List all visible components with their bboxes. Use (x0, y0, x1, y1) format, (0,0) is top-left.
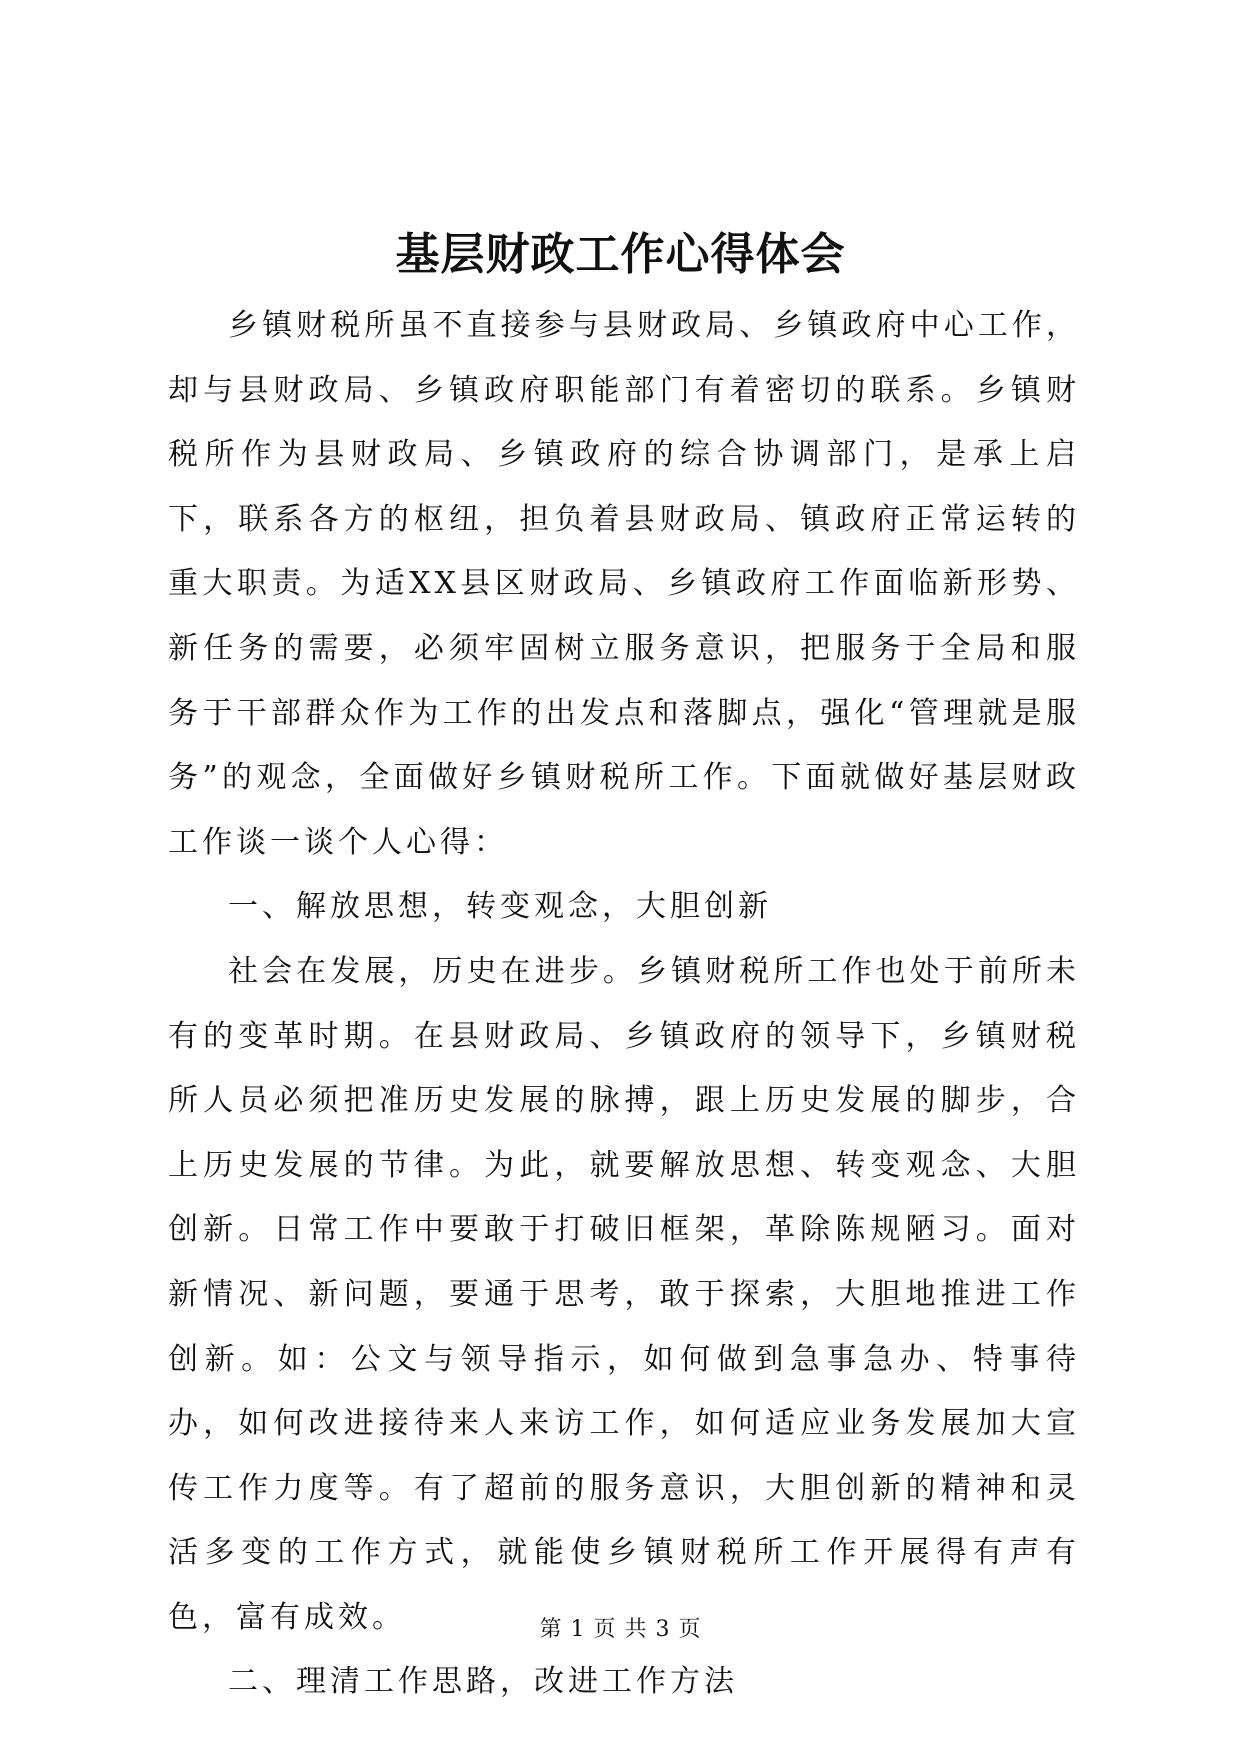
intro-paragraph: 乡镇财税所虽不直接参与县财政局、乡镇政府中心工作，却与县财政局、乡镇政府职能部门有着密切的联系。乡镇财税所作为县财政局、乡镇政府的综合协调部门，是承上启下，联系各方的枢纽，担负着县财政局、镇政府正常运转的重大职责。为适XX县区财政局、乡镇政府工作面临新形势、新任务的需要，必须牢固树立服务意识，把服务于全局和服务于干部群众作为工作的出发点和落脚点，强化“管理就是服务”的观念，全面做好乡镇财税所工作。下面就做好基层财政工作谈一谈个人心得： (168, 308, 1080, 860)
section-1-paragraph: 社会在发展，历史在进步。乡镇财税所工作也处于前所未有的变革时期。在县财政局、乡镇政府的领导下，乡镇财税所人员必须把准历史发展的脉搏，跟上历史发展的脚步，合上历史发展的节律。为此，就要解放思想、转变观念、大胆创新。日常工作中要敢于打破旧框架，革除陈规陋习。面对新情况、新问题，要通于思考，敢于探索，大胆地推进工作创新。如：公文与领导指示，如何做到急事急办、特事待办，如何改进接待来人来访工作，如何适应业务发展加大宣传工作力度等。有了超前的服务意识，大胆创新的精神和灵活多变的工作方式，就能使乡镇财税所工作开展得有声有色，富有成效。 (168, 953, 1080, 1635)
section-heading-2: 二、理清工作思路，改进工作方法 (228, 1664, 738, 1700)
document-body (168, 294, 1080, 1715)
section-heading-1: 一、解放思想，转变观念，大胆创新 (228, 889, 772, 925)
document-title: 基层财政工作心得体会 (395, 229, 846, 280)
page-number-footer: 第 1 页 共 3 页 (539, 1617, 702, 1642)
